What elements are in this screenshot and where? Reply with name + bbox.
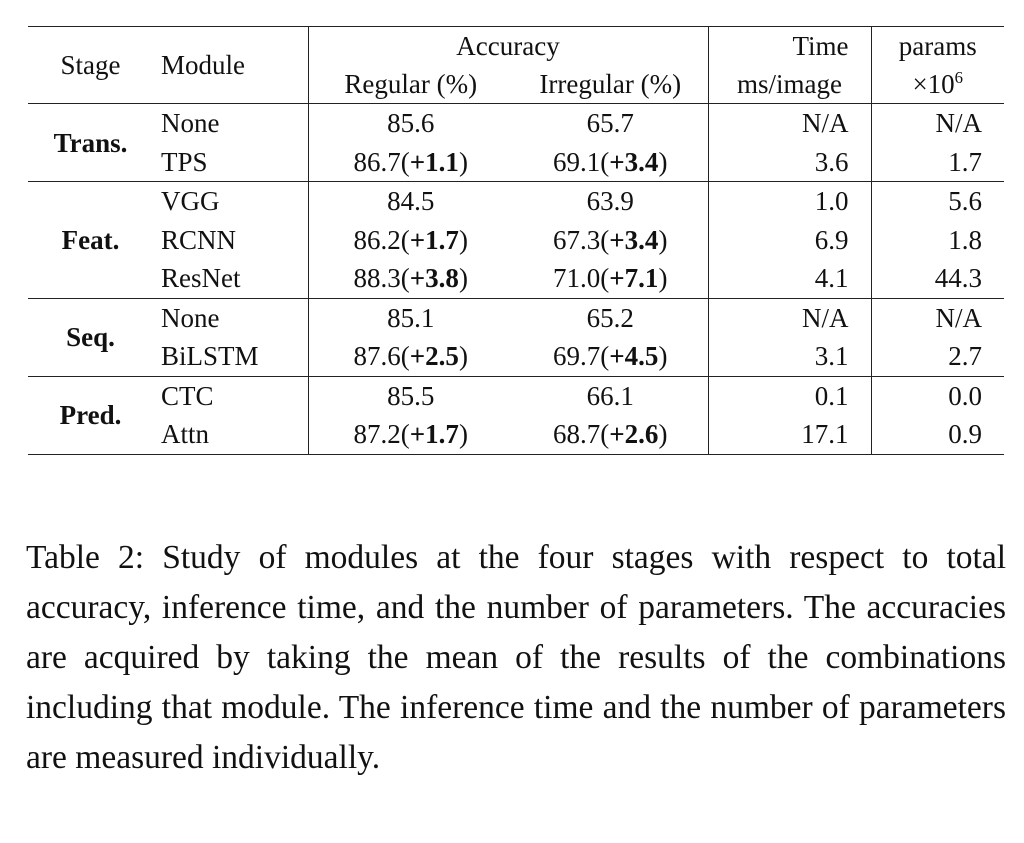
- stage-label: Feat.: [61, 224, 120, 255]
- regular-accuracy-cell: [308, 104, 513, 143]
- regular-accuracy-cell-value: 86.7: [353, 146, 401, 177]
- time-cell: 6.9: [708, 221, 871, 260]
- regular-accuracy-cell: [308, 376, 513, 415]
- table-row: [28, 337, 1004, 376]
- table-header: [28, 27, 1004, 104]
- regular-accuracy-cell-delta: +3.8: [409, 263, 459, 294]
- regular-accuracy-cell: 87.2(+1.7): [353, 419, 468, 450]
- irregular-accuracy-cell: [513, 104, 708, 143]
- irregular-accuracy-cell: 69.1(+3.4): [513, 143, 708, 182]
- irregular-accuracy-cell: 69.7(+4.5): [513, 337, 708, 376]
- irregular-accuracy-cell: [513, 376, 708, 415]
- stage-group: [28, 182, 1004, 299]
- header-stage: Stage: [60, 50, 121, 80]
- header-time-unit: ms/image: [708, 65, 871, 104]
- table-row: [28, 182, 1004, 221]
- header-time-top: Time: [708, 27, 871, 66]
- regular-accuracy-cell-value: 88.3: [353, 263, 401, 294]
- params-cell: 0.0: [948, 380, 982, 411]
- regular-accuracy-cell: 86.2(+1.7): [353, 224, 468, 255]
- params-cell: 1.8: [948, 224, 982, 255]
- stage-group: [28, 376, 1004, 454]
- regular-accuracy-cell-value: 85.1: [387, 302, 435, 333]
- regular-accuracy-cell-delta: +1.7: [409, 224, 459, 255]
- regular-accuracy-cell-value: 87.2: [353, 419, 401, 450]
- module-cell: RCNN: [153, 221, 308, 260]
- params-cell: 5.6: [948, 186, 982, 217]
- time-cell: N/A: [708, 298, 871, 337]
- time-cell: 17.1: [708, 415, 871, 454]
- regular-accuracy-cell: 87.6(+2.5): [353, 341, 468, 372]
- regular-accuracy-cell-delta: +1.7: [409, 419, 459, 450]
- irregular-accuracy-cell: 67.3(+3.4): [513, 221, 708, 260]
- stage-label: Seq.: [66, 322, 115, 352]
- table-row: [28, 259, 1004, 298]
- regular-accuracy-cell-value: 85.5: [387, 380, 435, 411]
- header-accuracy: Accuracy: [308, 27, 708, 66]
- regular-accuracy-cell: [308, 182, 513, 221]
- irregular-accuracy-cell-value: 71.0: [553, 263, 601, 294]
- irregular-accuracy-cell-delta: +4.5: [609, 341, 659, 372]
- module-cell: BiLSTM: [153, 337, 308, 376]
- table-row: [28, 143, 1004, 182]
- time-cell: 4.1: [708, 259, 871, 298]
- stage-group: [28, 298, 1004, 376]
- irregular-accuracy-cell: [513, 298, 708, 337]
- header-params-top: params: [898, 31, 977, 61]
- params-cell: 1.7: [948, 146, 982, 177]
- regular-accuracy-cell-delta: +2.5: [409, 341, 459, 372]
- irregular-accuracy-cell: [513, 182, 708, 221]
- table-row: [28, 221, 1004, 260]
- header-irregular: Irregular (%): [513, 65, 708, 104]
- regular-accuracy-cell-value: 86.2: [353, 224, 401, 255]
- time-cell: 3.6: [708, 143, 871, 182]
- irregular-accuracy-cell: 71.0(+7.1): [513, 259, 708, 298]
- irregular-accuracy-cell-delta: +3.4: [609, 224, 659, 255]
- stage-group: [28, 104, 1004, 182]
- params-cell: 2.7: [948, 341, 982, 372]
- module-cell: CTC: [153, 376, 308, 415]
- table-row: [28, 104, 1004, 143]
- module-cell: Attn: [153, 415, 308, 454]
- params-cell: N/A: [935, 108, 982, 139]
- regular-accuracy-cell: [308, 298, 513, 337]
- irregular-accuracy-cell-value: 69.1: [553, 146, 601, 177]
- irregular-accuracy-cell-value: 63.9: [586, 186, 634, 217]
- module-cell: VGG: [153, 182, 308, 221]
- results-table: [28, 26, 1004, 455]
- time-cell: 1.0: [708, 182, 871, 221]
- module-cell: TPS: [153, 143, 308, 182]
- module-cell: ResNet: [153, 259, 308, 298]
- regular-accuracy-cell-value: 84.5: [387, 186, 435, 217]
- table-caption: Table 2: Study of modules at the four stages with respect to total accuracy, inference time, and the number of parameters. The accuracies are acquired by taking the mean of the results of the combinations including that module. The inference time and the number of parameters are measured individually.: [26, 539, 1006, 776]
- header-regular: Regular (%): [344, 69, 478, 99]
- irregular-accuracy-cell-value: 69.7: [553, 341, 601, 372]
- table-row: [28, 298, 1004, 337]
- irregular-accuracy-cell-value: 65.2: [586, 302, 634, 333]
- module-cell: None: [153, 104, 308, 143]
- params-cell: 44.3: [934, 263, 982, 294]
- module-cell: None: [153, 298, 308, 337]
- header-module: Module: [153, 27, 308, 104]
- regular-accuracy-cell-delta: +1.1: [409, 146, 459, 177]
- irregular-accuracy-cell-value: 67.3: [553, 224, 601, 255]
- regular-accuracy-cell-value: 85.6: [387, 108, 435, 139]
- table-row: [28, 415, 1004, 454]
- table-row: [28, 376, 1004, 415]
- irregular-accuracy-cell: 68.7(+2.6): [513, 415, 708, 454]
- irregular-accuracy-cell-value: 68.7: [553, 419, 601, 450]
- irregular-accuracy-cell-value: 66.1: [586, 380, 634, 411]
- header-params-unit: $\times 10^6$: [912, 67, 964, 99]
- stage-label: Pred.: [59, 400, 122, 430]
- irregular-accuracy-cell-delta: +7.1: [609, 263, 659, 294]
- stage-label: Trans.: [53, 127, 128, 158]
- regular-accuracy-cell: 86.7(+1.1): [353, 146, 468, 177]
- irregular-accuracy-cell-delta: +3.4: [609, 146, 659, 177]
- time-cell: 0.1: [708, 376, 871, 415]
- regular-accuracy-cell: 88.3(+3.8): [353, 263, 468, 294]
- params-cell: 0.9: [948, 419, 982, 450]
- time-cell: N/A: [708, 104, 871, 143]
- irregular-accuracy-cell-value: 65.7: [586, 108, 634, 139]
- regular-accuracy-cell-value: 87.6: [353, 341, 401, 372]
- params-cell: N/A: [935, 302, 982, 333]
- time-cell: 3.1: [708, 337, 871, 376]
- irregular-accuracy-cell-delta: +2.6: [609, 419, 659, 450]
